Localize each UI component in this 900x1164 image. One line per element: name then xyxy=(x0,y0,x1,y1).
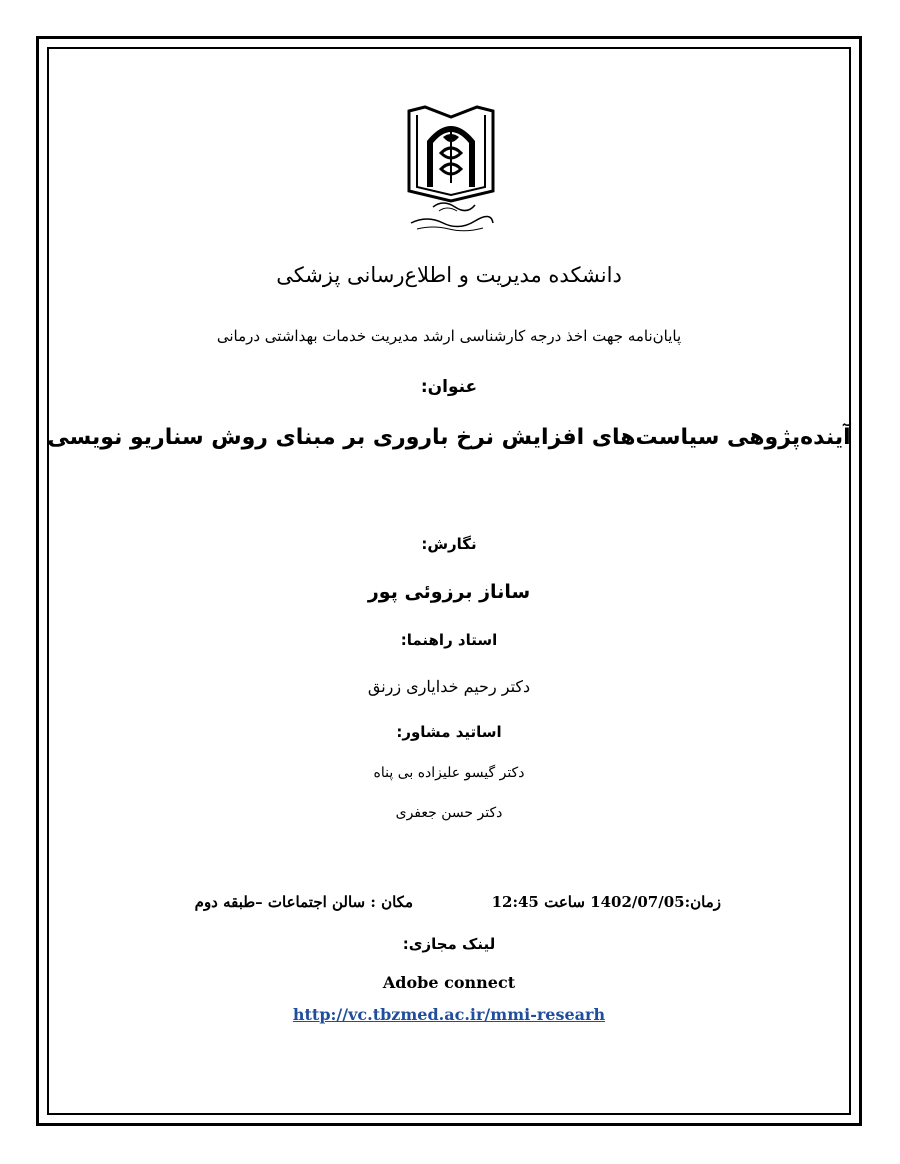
degree-statement: پایان‌نامه جهت اخذ درجه کارشناسی ارشد مدیریت خدمات بهداشتی درمانی xyxy=(216,327,682,345)
title-label: عنوان: xyxy=(420,377,478,397)
thesis-title: آینده‌پژوهی سیاست‌های افزایش نرخ باروری بر مبنای روش سناریو نویسی xyxy=(47,425,851,450)
meeting-link[interactable]: http://vc.tbzmed.ac.ir/mmi-researh xyxy=(292,1005,606,1024)
supervisor-label: استاد راهنما: xyxy=(400,631,498,649)
author-label: نگارش: xyxy=(421,535,477,553)
author-name: ساناز برزوئی پور xyxy=(367,581,531,603)
advisor-name: دکتر گیسو علیزاده بی پناه xyxy=(373,765,525,781)
schedule-place: مکان : سالن اجتماعات –طبقه دوم xyxy=(194,893,413,911)
virtual-link-label: لینک مجازی: xyxy=(402,935,496,953)
meeting-url xyxy=(47,1005,851,1024)
supervisor-name: دکتر رحیم خدایاری زرنق xyxy=(367,677,531,696)
university-emblem-icon xyxy=(403,103,499,233)
advisor-name: دکتر حسن جعفری xyxy=(395,805,503,821)
thesis-announcement xyxy=(47,47,851,1115)
faculty-name: دانشکده مدیریت و اطلاع‌رسانی پزشکی xyxy=(276,263,622,287)
platform-name: Adobe connect xyxy=(382,973,516,992)
schedule-time: زمان:1402/07/05 ساعت 12:45 xyxy=(491,893,721,911)
advisors-label: اساتید مشاور: xyxy=(396,723,502,741)
